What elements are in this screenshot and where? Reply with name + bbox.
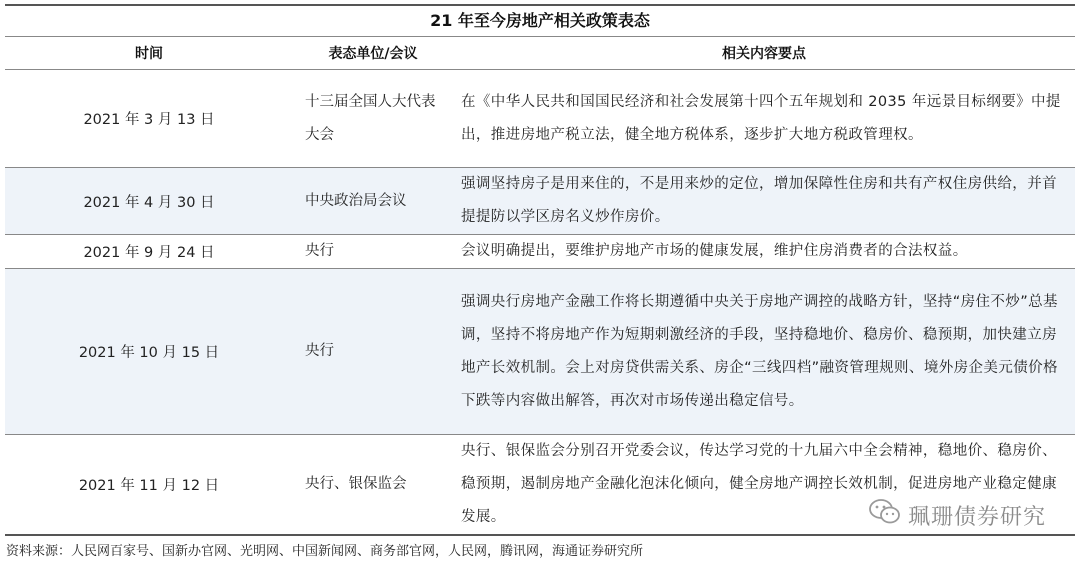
- row-date: 2021 年 11 月 12 日: [5, 435, 293, 536]
- row-content: 会议明确提出，要维护房地产市场的健康发展，维护住房消费者的合法权益。: [453, 235, 1075, 269]
- table-row: [5, 269, 1075, 435]
- header-unit: 表态单位/会议: [293, 37, 453, 70]
- row-content: 强调坚持房子是用来住的，不是用来炒的定位，增加保障性住房和共有产权住房供给，并首提提防以学区房名义炒作房价。: [453, 168, 1075, 235]
- table-title: 21 年至今房地产相关政策表态: [5, 4, 1075, 37]
- row-unit: 十三届全国人大代表大会: [293, 70, 453, 168]
- row-unit: 央行: [293, 235, 453, 269]
- table-row: [5, 168, 1075, 235]
- row-date: 2021 年 9 月 24 日: [5, 235, 293, 269]
- policy-table: [5, 37, 1075, 536]
- row-unit: 中央政治局会议: [293, 168, 453, 235]
- row-date: 2021 年 3 月 13 日: [5, 70, 293, 168]
- row-content: 在《中华人民共和国国民经济和社会发展第十四个五年规划和 2035 年远景目标纲要》中提出，推进房地产税立法，健全地方税体系，逐步扩大地方税政管理权。: [453, 70, 1075, 168]
- table-row: [5, 235, 1075, 269]
- watermark: [868, 498, 1046, 532]
- row-unit: 央行、银保监会: [293, 435, 453, 536]
- header-time: 时间: [5, 37, 293, 70]
- wechat-icon: [868, 498, 902, 532]
- row-date: 2021 年 10 月 15 日: [5, 269, 293, 435]
- table-row: [5, 70, 1075, 168]
- row-unit: 央行: [293, 269, 453, 435]
- row-date: 2021 年 4 月 30 日: [5, 168, 293, 235]
- row-content: 央行、银保监会分别召开党委会议，传达学习党的十九届六中全会精神，稳地价、稳房价、稳预期，遏制房地产金融化泡沫化倾向，健全房地产调控长效机制，促进房地产业稳定健康发展。: [453, 435, 1075, 536]
- policy-table-container: [5, 4, 1075, 536]
- header-row: [5, 37, 1075, 70]
- header-content: 相关内容要点: [453, 37, 1075, 70]
- source-note: 资料来源：人民网百家号、国新办官网、光明网、中国新闻网、商务部官网，人民网，腾讯网，海通证券研究所: [6, 544, 644, 559]
- row-content: 强调央行房地产金融工作将长期遵循中央关于房地产调控的战略方针，坚持“房住不炒”总基调，坚持不将房地产作为短期刺激经济的手段，坚持稳地价、稳房价、稳预期，加快建立房地产长效机制。会上对房贷供需关系、房企“三线四档”融资管理规则、境外房企美元债价格下跌等内容做出解答，再次对市场传递出稳定信号。: [453, 269, 1075, 435]
- watermark-text: 珮珊债券研究: [907, 504, 1046, 530]
